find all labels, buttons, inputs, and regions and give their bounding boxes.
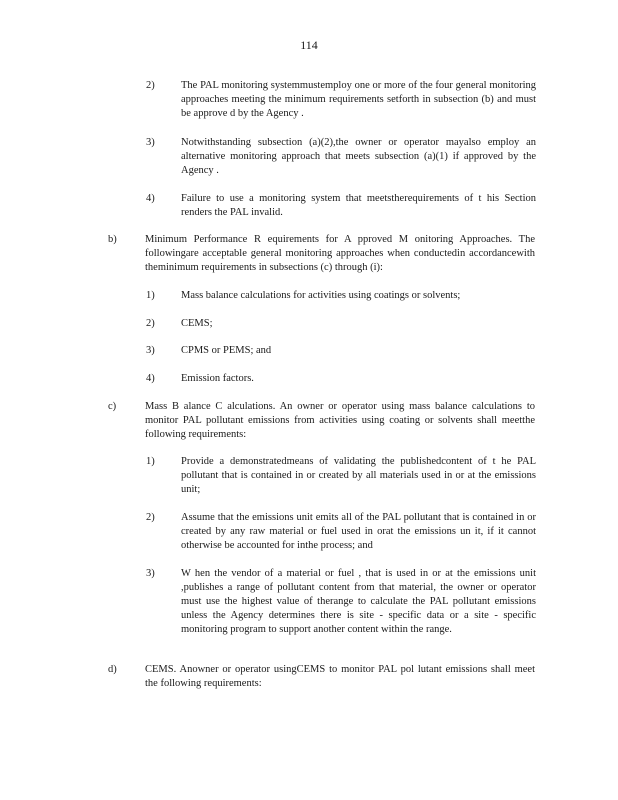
item-marker: 2)	[146, 318, 155, 329]
item-marker: 3)	[146, 345, 155, 356]
item-marker: 1)	[146, 456, 155, 467]
paragraph-c3: W hen the vendor of a material or fuel , that is used in or at the emissions unit ,publishes a range of pollutant content from that material, the owner or operator must use the highest value of therange to calculate the PAL pollutant emissions unless the Agency determines there is site - specific data or a site - specific monitoring program to support another content within the range.	[181, 568, 536, 635]
paragraph-a4: Failure to use a monitoring system that meetstherequirements of t his Section renders the PAL invalid.	[181, 193, 536, 218]
item-marker: 2)	[146, 80, 155, 91]
item-marker: 4)	[146, 193, 155, 204]
item-marker: 2)	[146, 512, 155, 523]
paragraph-c1: Provide a demonstratedmeans of validating the publishedcontent of t he PAL pollutant that is contained in or created by all materials used in or at the emissions unit;	[181, 456, 536, 495]
paragraph-c: Mass B alance C alculations. An owner or operator using mass balance calculations to monitor PAL pollutant emissions from activities using coating or solvents shall meetthe following requirements:	[145, 401, 535, 440]
section-marker: b)	[108, 234, 117, 245]
item-marker: 1)	[146, 290, 155, 301]
item-marker: 4)	[146, 373, 155, 384]
item-marker: 3)	[146, 568, 155, 579]
paragraph-b2: CEMS;	[181, 318, 213, 329]
page-number: 114	[300, 38, 318, 52]
section-marker: c)	[108, 401, 117, 412]
paragraph-a2: The PAL monitoring systemmustemploy one or more of the four general monitoring approaches meeting the minimum requirements setforth in subsection (b) and must be approve d by the Agency .	[181, 80, 536, 119]
section-marker: d)	[108, 664, 117, 675]
paragraph-a3: Notwithstanding subsection (a)(2),the owner or operator mayalso employ an alternative monitoring approach that meets subsection (a)(1) if approved by the Agency .	[181, 137, 536, 176]
paragraph-b1: Mass balance calculations for activities using coatings or solvents;	[181, 290, 461, 301]
paragraph-b3: CPMS or PEMS; and	[181, 345, 272, 356]
item-marker: 3)	[146, 137, 155, 148]
paragraph-b: Minimum Performance R equirements for A pproved M onitoring Approaches. The followingare acceptable general monitoring approaches when conductedin accordancewith theminimum requirements in subsections (c) through (i):	[145, 234, 535, 273]
paragraph-b4: Emission factors.	[181, 373, 254, 384]
paragraph-c2: Assume that the emissions unit emits all of the PAL pollutant that is contained in or created by any raw material or fuel used in orat the emissions un it, if it cannot otherwise be accounted for inthe process; and	[181, 512, 536, 551]
paragraph-d: CEMS. Anowner or operator usingCEMS to monitor PAL pol lutant emissions shall meet the following requirements:	[145, 664, 535, 689]
